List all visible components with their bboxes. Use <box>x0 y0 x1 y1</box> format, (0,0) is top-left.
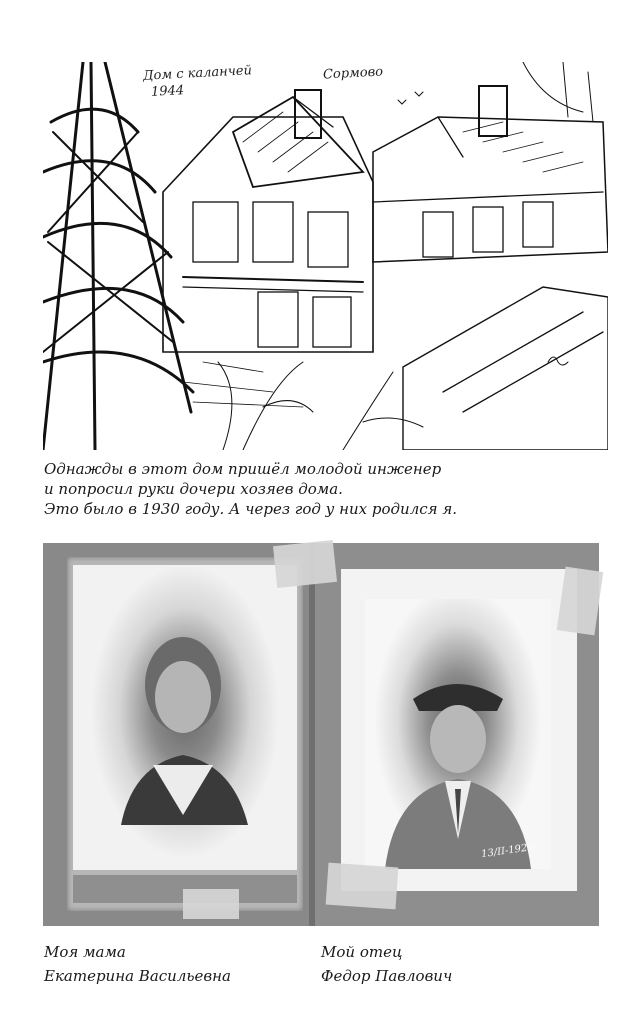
tape-strip <box>183 889 239 919</box>
album-right-page <box>315 543 599 926</box>
house <box>163 62 608 450</box>
tape-strip <box>557 567 604 636</box>
sketch-note-title: Дом с каланчей <box>142 63 253 84</box>
photo-album <box>43 543 599 926</box>
caption-line: Это было в 1930 году. А через год у них родился я. <box>44 500 458 518</box>
sketch-note-year: 1944 <box>150 83 185 100</box>
tape-strip <box>326 863 399 910</box>
album-left-page <box>43 543 313 926</box>
sketch-note-place: Сормово <box>322 64 384 83</box>
fire-tower <box>43 62 193 450</box>
house-sketch <box>43 62 608 450</box>
mother-portrait <box>73 565 297 870</box>
caption-line: Однажды в этот дом пришёл молодой инженер <box>44 460 442 478</box>
father-caption-line2: Федор Павлович <box>321 967 453 985</box>
father-caption <box>321 940 452 988</box>
mother-caption-line2: Екатерина Васильевна <box>44 967 231 985</box>
tape-strip <box>273 540 337 588</box>
sketch-drawing <box>43 62 608 450</box>
sketch-caption <box>44 459 604 519</box>
father-figure <box>365 599 551 869</box>
father-caption-line1: Мой отец <box>321 943 403 961</box>
mother-figure <box>73 565 297 870</box>
mother-caption-line1: Моя мама <box>44 943 126 961</box>
mother-cabinet-card <box>67 557 303 911</box>
father-portrait <box>365 599 551 869</box>
caption-line: и попросил руки дочери хозяев дома. <box>44 480 343 498</box>
photo-date-inscription: 13/II-1929г. <box>480 840 543 861</box>
mother-caption <box>44 940 231 988</box>
